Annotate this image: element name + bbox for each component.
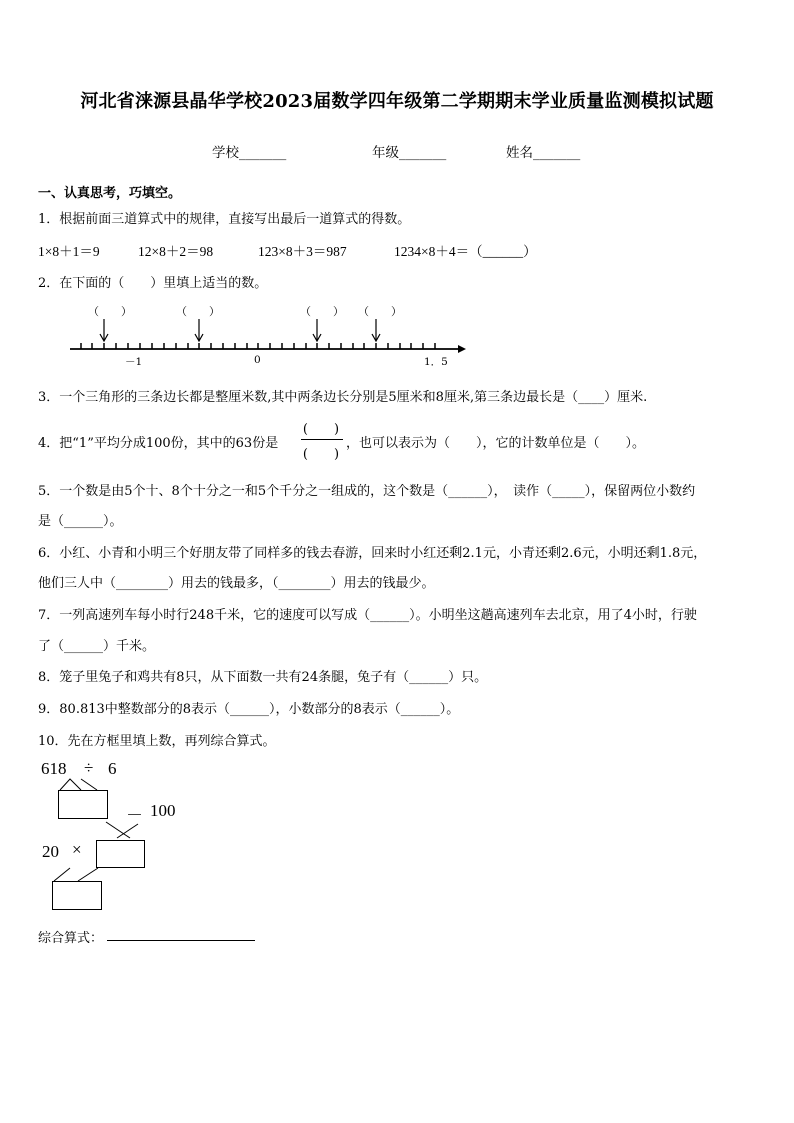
grade-field[interactable]: 年级_______ — [372, 145, 447, 161]
q2-blank-4[interactable]: （ ） — [358, 305, 402, 318]
formula-label: 综合算式： — [38, 931, 104, 946]
question-7-line-1: 7．一列高速列车每小时行248千米，它的速度可以写成（______）。小明坐这趟高速列车去北京，用了4小时，行驶 — [38, 608, 697, 623]
q2-blank-1[interactable]: （ ） — [88, 305, 132, 318]
tick-label-zero: 0 — [254, 354, 261, 366]
question-4-end: ，也可以表示为（ ），它的计数单位是（ ）。 — [346, 436, 646, 451]
q1-answer-blank[interactable]: 1234×8＋4＝（______） — [394, 244, 537, 259]
answer-box-3[interactable] — [52, 881, 102, 910]
answer-box-2[interactable] — [96, 840, 145, 868]
number-100: 100 — [150, 801, 176, 820]
question-4-start: 4．把“1”平均分成100份，其中的63份是 — [38, 436, 279, 451]
school-field[interactable]: 学校_______ — [212, 145, 287, 161]
fraction-denominator-blank[interactable]: ( ) — [302, 447, 340, 462]
q1-equation-2: 12×8＋2＝98 — [138, 244, 214, 259]
divide-sign: ÷ — [84, 758, 94, 777]
q1-equation-1: 1×8＋1＝9 — [38, 244, 100, 259]
question-7-line-2: 了（______）千米。 — [38, 639, 156, 654]
question-3: 3．一个三角形的三条边长都是整厘米数,其中两条边长分别是5厘米和8厘米,第三条边最长是（____）厘米. — [38, 390, 648, 405]
fraction-bar — [301, 439, 343, 440]
question-9: 9．80.813中整数部分的8表示（______），小数部分的8表示（______）。 — [38, 702, 460, 717]
question-10: 10．先在方框里填上数，再列综合算式。 — [38, 734, 276, 749]
number-6: 6 — [108, 759, 117, 778]
question-5-line-2: 是（______）。 — [38, 514, 123, 529]
fraction-numerator-blank[interactable]: ( ) — [302, 422, 340, 437]
q1-equation-3: 123×8＋3＝987 — [258, 244, 347, 259]
number-618: 618 — [41, 759, 67, 778]
question-1: 1．根据前面三道算式中的规律，直接写出最后一道算式的得数。 — [38, 212, 411, 227]
question-5-line-1: 5．一个数是由5个十、8个十分之一和5个千分之一组成的，这个数是（______）， 读作（_____），保留两位小数约 — [38, 484, 696, 499]
section-heading: 一、认真思考，巧填空。 — [38, 186, 182, 201]
question-8: 8．笼子里兔子和鸡共有8只，从下面数一共有24条腿，兔子有（______）只。 — [38, 670, 488, 685]
q2-blank-3[interactable]: （ ） — [300, 305, 344, 318]
tick-label-minus-one: －1 — [125, 356, 143, 368]
q2-blank-2[interactable]: （ ） — [176, 305, 220, 318]
minus-sign: － — [126, 806, 143, 825]
question-6-line-2: 他们三人中（________）用去的钱最多，（________）用去的钱最少。 — [38, 576, 435, 591]
number-20: 20 — [42, 842, 59, 861]
question-2: 2．在下面的（ ）里填上适当的数。 — [38, 276, 268, 291]
name-field[interactable]: 姓名_______ — [506, 145, 581, 161]
times-sign: × — [72, 840, 82, 859]
answer-box-1[interactable] — [58, 790, 108, 819]
formula-answer-line[interactable] — [107, 940, 255, 941]
page-title: 河北省涞源县晶华学校2023届数学四年级第二学期期末学业质量监测模拟试题 — [80, 91, 714, 112]
question-6-line-1: 6．小红、小青和小明三个好朋友带了同样多的钱去春游，回来时小红还剩2.1元，小青还剩2.6元，小明还剩1.8元， — [38, 546, 707, 561]
tick-label-one-point-five: 1．5 — [424, 356, 448, 368]
